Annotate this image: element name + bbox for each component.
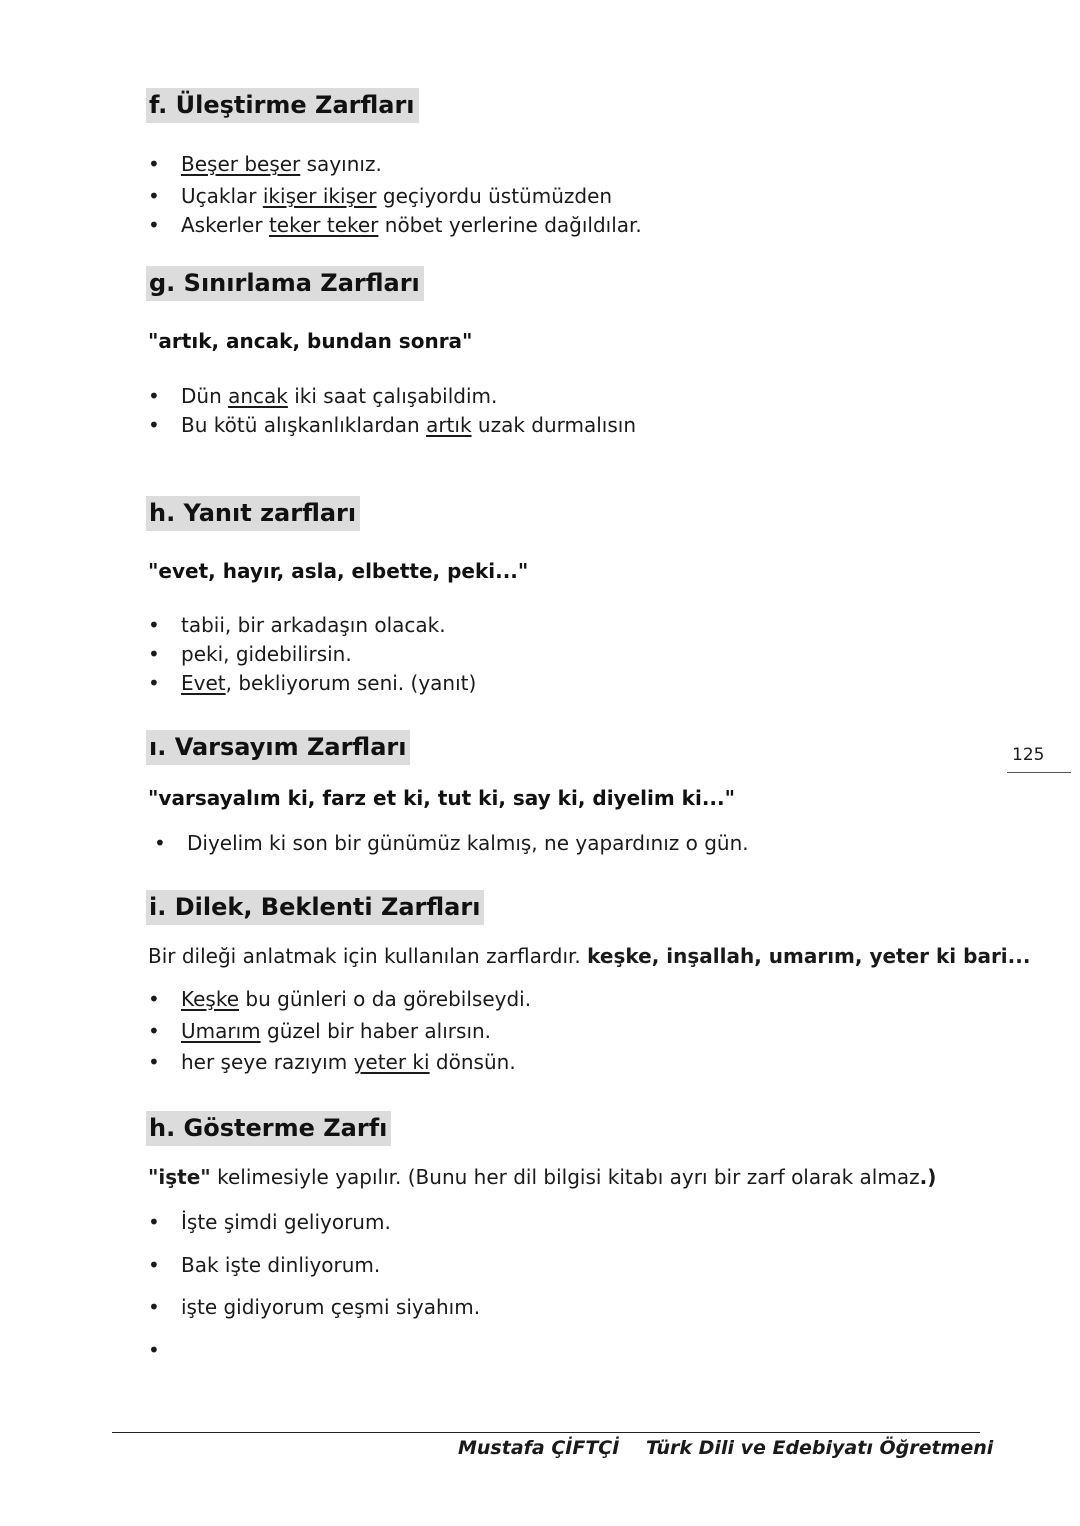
section-quote: "artık, ancak, bundan sonra" bbox=[148, 329, 473, 353]
section-quote: "evet, hayır, asla, elbette, peki..." bbox=[148, 559, 529, 583]
bullet-icon: • bbox=[148, 1019, 160, 1043]
bullet-icon: • bbox=[148, 613, 160, 637]
underlined-adverb: Umarım bbox=[181, 1019, 261, 1043]
bullet-icon: • bbox=[148, 1210, 160, 1234]
underlined-adverb: ancak bbox=[228, 384, 288, 408]
bullet-icon: • bbox=[148, 642, 160, 666]
section-heading-f: f. Üleştirme Zarfları bbox=[146, 88, 419, 123]
bullet-icon: • bbox=[148, 213, 160, 237]
footer-role: Türk Dili ve Edebiyatı Öğretmeni bbox=[646, 1437, 994, 1459]
underlined-adverb: Evet bbox=[181, 671, 226, 695]
underlined-adverb: artık bbox=[426, 413, 472, 437]
bullet-icon: • bbox=[148, 1050, 160, 1074]
section-quote: "varsayalım ki, farz et ki, tut ki, say ki, diyelim ki..." bbox=[148, 786, 736, 810]
bullet-icon: • bbox=[148, 413, 160, 437]
section-paragraph: "işte" kelimesiyle yapılır. (Bunu her dil bilgisi kitabı ayrı bir zarf olarak almaz.) bbox=[148, 1165, 937, 1189]
underlined-adverb: teker teker bbox=[268, 213, 379, 237]
section-heading-h-yanit: h. Yanıt zarfları bbox=[146, 496, 360, 531]
page-number-rule bbox=[1007, 772, 1071, 773]
bullet-icon: • bbox=[148, 1295, 160, 1319]
bullet-icon: • bbox=[148, 384, 160, 408]
underlined-adverb: yeter ki bbox=[353, 1050, 430, 1074]
bullet-icon: • bbox=[154, 831, 166, 855]
bullet-icon: • bbox=[148, 184, 160, 208]
section-heading-g: g. Sınırlama Zarfları bbox=[146, 266, 424, 301]
bullet-icon: • bbox=[148, 987, 160, 1011]
underlined-adverb: Beşer beşer bbox=[181, 152, 301, 176]
footer-author: Mustafa ÇİFTÇİ bbox=[458, 1437, 620, 1459]
footer-rule bbox=[112, 1432, 980, 1433]
page-number: 125 bbox=[1012, 745, 1045, 765]
underlined-adverb: ikişer ikişer bbox=[262, 184, 377, 208]
section-paragraph: Bir dileği anlatmak için kullanılan zarflardır. keşke, inşallah, umarım, yeter ki bari... bbox=[148, 944, 1031, 968]
section-heading-i-dilek: i. Dilek, Beklenti Zarfları bbox=[146, 890, 484, 925]
section-heading-h-gosterme: h. Gösterme Zarfı bbox=[146, 1111, 391, 1146]
bullet-icon: • bbox=[148, 152, 160, 176]
bullet-icon: • bbox=[148, 671, 160, 695]
bullet-icon: • bbox=[148, 1338, 160, 1362]
underlined-adverb: Keşke bbox=[181, 987, 240, 1011]
bullet-icon: • bbox=[148, 1253, 160, 1277]
section-heading-i-varsayim: ı. Varsayım Zarfları bbox=[146, 730, 410, 765]
